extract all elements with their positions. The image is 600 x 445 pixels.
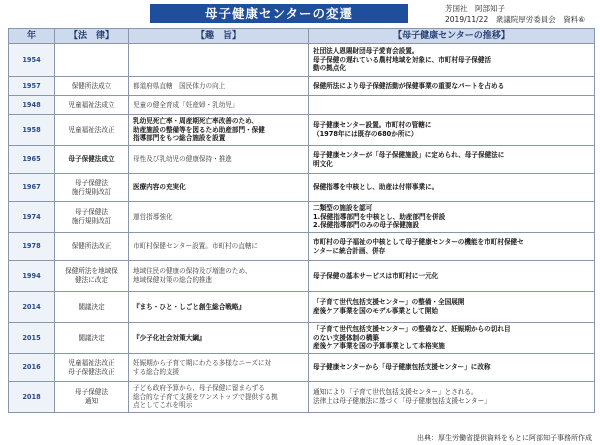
law-line: 施行規則改訂 — [71, 187, 112, 196]
promotion-line: 「子育て世代包括支援センター」の整備・全国展開 — [313, 298, 465, 307]
year-cell: 2015 — [9, 323, 55, 354]
law-line: 施行規則改訂 — [71, 217, 112, 225]
year-cell: 1974 — [9, 202, 55, 233]
col-header-point: 【趣 旨】 — [129, 29, 309, 44]
law-cell — [55, 354, 129, 382]
promotion-cell — [309, 96, 595, 115]
year-cell: 1957 — [9, 77, 55, 96]
table-row — [9, 174, 595, 202]
year-cell: 2016 — [9, 354, 55, 382]
promotion-line: 通知により「子育て世代包括支援センター」とされる。 — [313, 388, 478, 397]
year-cell: 2018 — [9, 382, 55, 413]
table-row — [9, 261, 595, 292]
promotion-cell — [309, 261, 595, 292]
point-cell — [129, 44, 309, 77]
table-row — [9, 382, 595, 413]
committee-line: 2019/11/22 衆議院厚労委員会 資料⑥ — [445, 15, 585, 24]
point-cell: 『少子化社会対策大綱』 — [129, 323, 309, 354]
promotion-line: 保健指導を中核とし、助産は付帯事業に。 — [313, 183, 439, 192]
promotion-line: 母子健康センターから「母子健康包括支援センター」に改称 — [313, 363, 491, 372]
promotion-line: 社団法人恩賜財団母子愛育会設置。 — [313, 47, 419, 56]
point-line: 子ども政府予算から、母子保健に留まらずる — [133, 384, 265, 393]
promotion-cell — [309, 382, 595, 413]
year-cell: 1967 — [9, 174, 55, 202]
point-cell: 母性及び乳幼児の健康保持・推進 — [129, 146, 309, 174]
table-row — [9, 354, 595, 382]
table-row — [9, 323, 595, 354]
table-row — [9, 96, 595, 115]
promotion-line: （1978年には既存の680か所に） — [313, 130, 418, 138]
law-cell — [55, 382, 129, 413]
promotion-line: 母子健康センターが「母子保健施設」に定められ、母子保健法に — [313, 150, 505, 159]
law-line: 母子保健法 — [75, 178, 108, 187]
point-line: 地域住民の健康の保持及び増進のため、 — [133, 267, 252, 276]
law-cell: 閣議決定 — [55, 323, 129, 354]
point-cell: 児童の健全育成「妊産婦・乳幼児」 — [129, 96, 309, 115]
year-cell: 1978 — [9, 233, 55, 261]
promotion-line: ンターに統合計画、併存 — [313, 246, 386, 255]
law-cell: 児童福祉法成立 — [55, 96, 129, 115]
source-note: 出典：厚生労働省提供資料をもとに阿部知子事務所作成 — [417, 434, 592, 442]
point-line: 地域保健対策の総合的推進 — [133, 276, 213, 284]
promotion-cell — [309, 354, 595, 382]
col-header-law: 【法 律】 — [55, 29, 129, 44]
promotion-cell — [309, 233, 595, 261]
promotion-line: 保健所法により母子保健活動が保健事業の重要なパートを占める — [313, 81, 505, 90]
promotion-line: のない支援体制の構築 — [313, 333, 379, 342]
law-cell: 母子保健法成立 — [55, 146, 129, 174]
promotion-line: 市町村の母子福祉の中核として母子健康センターの機能を市町村保健セ — [313, 237, 524, 246]
point-line: 指導部門をもつ総合施設を設置 — [133, 134, 226, 143]
table-row — [9, 202, 595, 233]
promotion-cell — [309, 323, 595, 354]
law-cell — [55, 202, 129, 233]
col-header-promotion: 【母子健康センターの推移】 — [309, 29, 595, 44]
point-line: する総合的支援 — [133, 367, 180, 376]
year-cell: 1954 — [9, 44, 55, 77]
point-cell — [129, 382, 309, 413]
table-row — [9, 115, 595, 146]
promotion-line: 「子育て世代包括支援センター」の整備など、妊娠期からの切れ目 — [313, 325, 511, 334]
law-line: 健法に改定 — [75, 276, 108, 284]
point-line: 妊娠期から子育て期にわたる多様なニーズに対 — [133, 358, 272, 367]
promotion-cell — [309, 44, 595, 77]
point-cell — [129, 115, 309, 146]
law-cell: 保健所法成立 — [55, 77, 129, 96]
year-cell: 2014 — [9, 292, 55, 323]
promotion-line: 母子保健の基本サービスは市町村に一元化 — [313, 271, 439, 280]
point-line: 点としてこれを明示 — [133, 401, 193, 410]
law-cell: 保健所法改正 — [55, 233, 129, 261]
author-line: 芳国社 阿部知子 — [445, 4, 505, 13]
promotion-cell — [309, 202, 595, 233]
promotion-line: 二類型の施設を認可 — [313, 204, 373, 213]
promotion-cell — [309, 146, 595, 174]
history-table — [8, 28, 595, 413]
point-cell — [129, 354, 309, 382]
point-cell: 運営指導強化 — [129, 202, 309, 233]
point-cell — [129, 261, 309, 292]
law-line: 通知 — [84, 397, 99, 405]
promotion-cell — [309, 174, 595, 202]
promotion-line: 2.保健指導部門のみの母子保健施設 — [313, 221, 419, 230]
point-cell: 市町村保健センター設置。市町村の直轄に — [129, 233, 309, 261]
year-cell: 1958 — [9, 115, 55, 146]
promotion-line: 明文化 — [313, 159, 333, 168]
promotion-line: 母子健康センター設置。市町村の管轄に — [313, 121, 432, 130]
law-cell — [55, 261, 129, 292]
point-line: 助産施設の整備等を図るため助産部門・保健 — [133, 125, 265, 134]
promotion-line: 母子保健の遅れている農村地域を対象に、市町村母子保健活 — [313, 55, 492, 64]
law-line: 母子保健法 — [75, 388, 108, 397]
promotion-line: 1.保健指導部門を中核とし、助産部門を併設 — [313, 212, 446, 221]
promotion-line: 動の拠点化 — [313, 64, 346, 73]
law-cell — [55, 174, 129, 202]
law-line: 母子保健法 — [75, 208, 108, 217]
promotion-cell — [309, 115, 595, 146]
table-row — [9, 77, 595, 96]
point-cell: 都道府県直轄 国民体力の向上 — [129, 77, 309, 96]
table-row — [9, 146, 595, 174]
point-line: 乳幼児死亡率・周産期死亡率改善のため、 — [133, 117, 259, 126]
point-cell: 『まち・ひと・しごと創生総合戦略』 — [129, 292, 309, 323]
law-cell: 閣議決定 — [55, 292, 129, 323]
law-line: 児童福祉法改正 — [68, 358, 115, 367]
col-header-year: 年 — [9, 29, 55, 44]
law-cell: 児童福祉法改正 — [55, 115, 129, 146]
law-cell — [55, 44, 129, 77]
promotion-line: 産後ケア事業を国のモデル事業として開始 — [313, 307, 438, 315]
table-row — [9, 44, 595, 77]
year-cell: 1948 — [9, 96, 55, 115]
table-row — [9, 292, 595, 323]
point-line: 総合的な子育て支援をワンストップで提供する拠 — [133, 392, 278, 401]
page-title: 母子健康センターの変遷 — [150, 4, 408, 23]
promotion-cell — [309, 77, 595, 96]
promotion-line: 産後ケア事業を国の予算事業として本格実施 — [313, 342, 445, 351]
year-cell: 1965 — [9, 146, 55, 174]
promotion-line: 法律上は母子健康法に基づく「母子健康包括支援センター」 — [313, 397, 491, 405]
table-row — [9, 233, 595, 261]
promotion-cell — [309, 292, 595, 323]
law-line: 母子保健法改正 — [68, 367, 115, 376]
point-cell: 医療内容の充実化 — [129, 174, 309, 202]
law-line: 保健所法を地域保 — [65, 267, 118, 276]
year-cell: 1994 — [9, 261, 55, 292]
